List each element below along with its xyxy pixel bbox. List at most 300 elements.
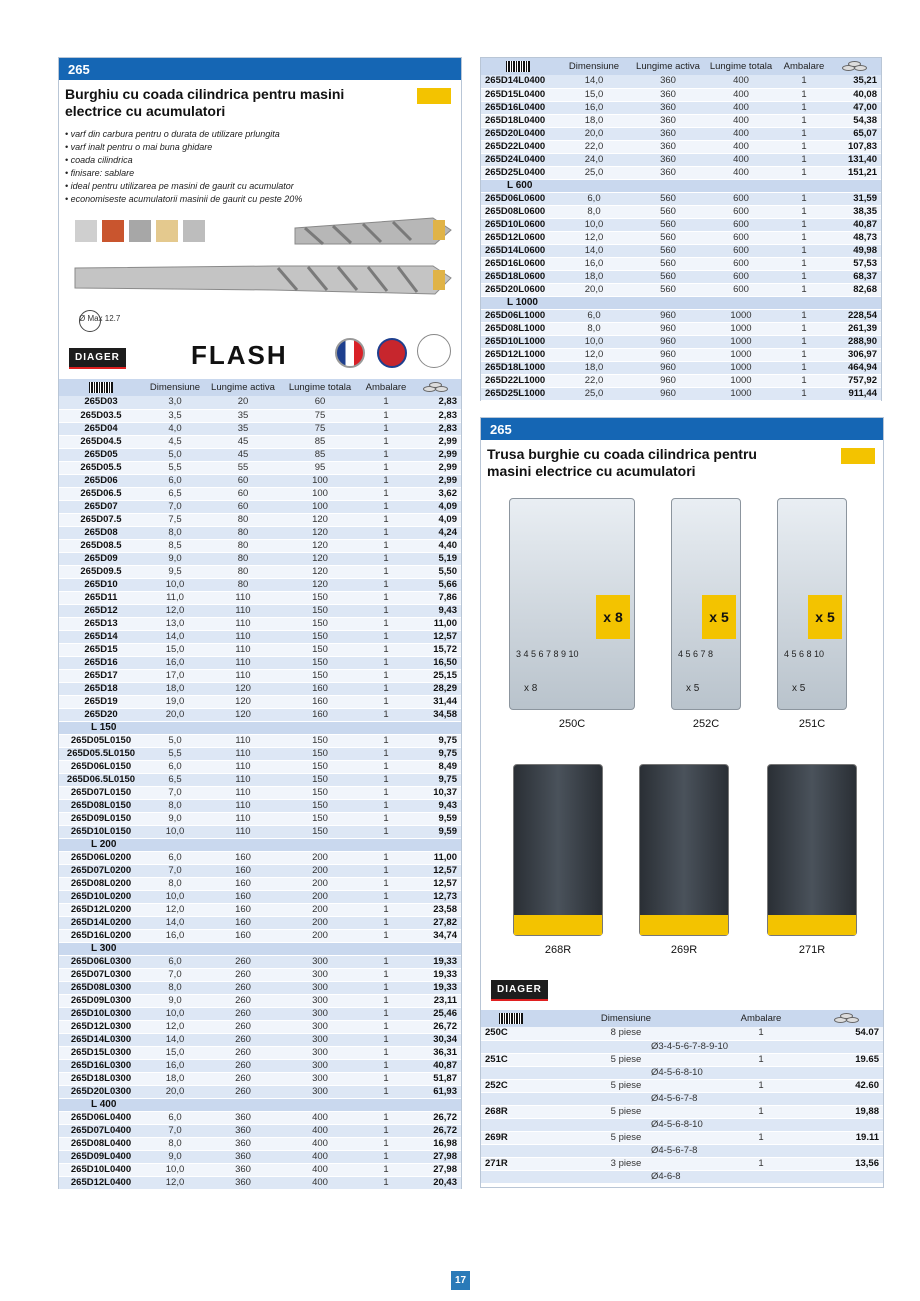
table-row (59, 422, 461, 435)
active-length: 110 (207, 656, 279, 669)
active-length: 260 (207, 994, 279, 1007)
total-length: 1000 (703, 335, 779, 348)
packaging: 1 (779, 322, 829, 335)
product-code: 265D05.5L0150 (59, 747, 143, 760)
table-row (59, 825, 461, 838)
product-code: 265D18L0600 (481, 270, 555, 283)
price: 19,33 (411, 955, 461, 968)
group-row (481, 296, 881, 309)
drill-blister-pack-image (767, 764, 857, 936)
kit-price: 42.60 (811, 1079, 883, 1092)
feature-item: • coada cilindrica (65, 155, 133, 165)
packaging: 1 (361, 1072, 411, 1085)
dimension: 12,0 (143, 604, 207, 617)
kit-price: 54.07 (811, 1027, 883, 1040)
price: 464,94 (829, 361, 881, 374)
total-length: 400 (279, 1124, 361, 1137)
total-length: 150 (279, 591, 361, 604)
price: 82,68 (829, 283, 881, 296)
product-code: 265D25L1000 (481, 387, 555, 400)
product-code: 265D08L0400 (59, 1137, 143, 1150)
spacer (481, 1040, 541, 1053)
packaging: 1 (361, 1150, 411, 1163)
total-length: 150 (279, 643, 361, 656)
group-label: L 150 (59, 721, 461, 734)
table-row (59, 513, 461, 526)
total-length: 85 (279, 435, 361, 448)
kit-sizes-row (481, 1118, 883, 1131)
active-length: 55 (207, 461, 279, 474)
packaging: 1 (779, 231, 829, 244)
price: 19,33 (411, 968, 461, 981)
total-length: 600 (703, 218, 779, 231)
product-code: 265D19 (59, 695, 143, 708)
kit-row (481, 1131, 883, 1144)
spacer (481, 1092, 541, 1105)
price: 23,11 (411, 994, 461, 1007)
packaging: 1 (779, 335, 829, 348)
kit-code: 251C (481, 1053, 541, 1066)
col-active-length: Lungime activa (633, 58, 703, 75)
table-row (481, 387, 881, 400)
table-row (59, 799, 461, 812)
kit-sizes-row (481, 1144, 883, 1157)
product-code: 265D20L0600 (481, 283, 555, 296)
feature-item: • ideal pentru utilizarea pe masini de gaurit cu acumulator (65, 181, 294, 191)
price: 131,40 (829, 153, 881, 166)
active-length: 260 (207, 1046, 279, 1059)
product-code: 265D08.5 (59, 539, 143, 552)
price: 40,87 (411, 1059, 461, 1072)
active-length: 110 (207, 643, 279, 656)
product-code: 265D15L0300 (59, 1046, 143, 1059)
col-total-length: Lungime totala (279, 379, 361, 396)
active-length: 960 (633, 335, 703, 348)
dimension: 6,0 (143, 955, 207, 968)
table-row (481, 88, 881, 101)
dimension: 14,0 (143, 916, 207, 929)
kit-sizes-strip: 3 4 5 6 7 8 9 10 (516, 649, 579, 659)
price: 27,98 (411, 1150, 461, 1163)
blister-yellow-band (768, 915, 856, 935)
price: 2,83 (411, 396, 461, 409)
active-length: 80 (207, 539, 279, 552)
total-length: 120 (279, 513, 361, 526)
total-length: 400 (703, 101, 779, 114)
kit-sizes-row (481, 1092, 883, 1105)
product-code: 265D08L0300 (59, 981, 143, 994)
kit-sizes-strip: 4 5 6 8 10 (784, 649, 825, 659)
kit-count-label: x 8 (524, 683, 538, 694)
table-row (59, 929, 461, 942)
dimension: 16,0 (555, 257, 633, 270)
table-row (481, 127, 881, 140)
dimension: 8,0 (555, 322, 633, 335)
patented-badge-icon (417, 334, 451, 368)
product-code: 265D14L0600 (481, 244, 555, 257)
price: 228,54 (829, 309, 881, 322)
active-length: 160 (207, 890, 279, 903)
barcode-icon (89, 382, 113, 393)
table-row (59, 1111, 461, 1124)
packaging: 1 (779, 270, 829, 283)
col-packaging: Ambalare (361, 379, 411, 396)
price: 16,98 (411, 1137, 461, 1150)
table-row (59, 812, 461, 825)
table-row (59, 539, 461, 552)
total-length: 60 (279, 396, 361, 409)
kit-code-caption: 250C (558, 718, 586, 730)
total-length: 120 (279, 552, 361, 565)
active-length: 560 (633, 270, 703, 283)
table-row (59, 916, 461, 929)
total-length: 400 (703, 127, 779, 140)
price: 47,00 (829, 101, 881, 114)
table-row (59, 773, 461, 786)
dimension: 8,0 (143, 526, 207, 539)
total-length: 160 (279, 695, 361, 708)
product-code: 265D12L0200 (59, 903, 143, 916)
price: 107,83 (829, 140, 881, 153)
product-code: 265D10L0600 (481, 218, 555, 231)
total-length: 120 (279, 526, 361, 539)
dimension: 13,0 (143, 617, 207, 630)
price: 35,21 (829, 75, 881, 88)
product-code: 265D06L0150 (59, 760, 143, 773)
dimension: 15,0 (143, 1046, 207, 1059)
packaging: 1 (361, 994, 411, 1007)
flash-logo: FLASH (191, 340, 288, 370)
packaging: 1 (361, 1033, 411, 1046)
total-length: 600 (703, 270, 779, 283)
product-code: 265D22L0400 (481, 140, 555, 153)
price: 20,43 (411, 1176, 461, 1189)
dimension: 8,5 (143, 539, 207, 552)
product-code: 265D16L0400 (481, 101, 555, 114)
active-length: 35 (207, 409, 279, 422)
price: 54,38 (829, 114, 881, 127)
price: 911,44 (829, 387, 881, 400)
kit-price-table (481, 1010, 883, 1184)
kit-dimension: 5 piese (541, 1105, 711, 1118)
product-code: 265D12L0400 (59, 1176, 143, 1189)
table-row (59, 1020, 461, 1033)
feature-list (59, 120, 461, 206)
drill-blister-pack-image (639, 764, 729, 936)
packaging: 1 (361, 890, 411, 903)
packaging: 1 (361, 1163, 411, 1176)
active-length: 110 (207, 617, 279, 630)
total-length: 200 (279, 877, 361, 890)
kit-count-badge: x 5 (808, 595, 842, 639)
drill-kit-case-image (671, 498, 741, 710)
price: 9,59 (411, 812, 461, 825)
total-length: 100 (279, 487, 361, 500)
right-kit-panel (480, 417, 884, 1188)
table-row (59, 500, 461, 513)
kit-row (481, 1027, 883, 1040)
total-length: 300 (279, 1007, 361, 1020)
price: 31,59 (829, 192, 881, 205)
barcode-header (481, 1010, 541, 1027)
kit-sizes: Ø4-5-6-7-8 (541, 1144, 883, 1157)
blister-yellow-band (640, 915, 728, 935)
product-code: 265D10L0150 (59, 825, 143, 838)
packaging: 1 (361, 734, 411, 747)
group-row (59, 1098, 461, 1111)
table-row (59, 409, 461, 422)
total-length: 120 (279, 565, 361, 578)
dimension: 8,0 (143, 877, 207, 890)
total-length: 1000 (703, 374, 779, 387)
dimension: 6,5 (143, 487, 207, 500)
packaging: 1 (779, 309, 829, 322)
active-length: 360 (207, 1176, 279, 1189)
max-diameter-label: Ø Max 12.7 (79, 314, 121, 323)
table-row (59, 487, 461, 500)
section-header: 265 (59, 58, 461, 80)
table-row (59, 1176, 461, 1189)
active-length: 560 (633, 257, 703, 270)
kit-table-wrap (481, 1010, 883, 1184)
kit-row (481, 1079, 883, 1092)
kit-price: 19.65 (811, 1053, 883, 1066)
blister-yellow-band (514, 915, 602, 935)
product-code: 265D10 (59, 578, 143, 591)
dimension: 19,0 (143, 695, 207, 708)
dimension: 10,0 (143, 825, 207, 838)
feature-item: • varf inalt pentru o mai buna ghidare (65, 142, 213, 152)
packaging: 1 (361, 968, 411, 981)
active-length: 110 (207, 825, 279, 838)
kit-sizes-row (481, 1040, 883, 1053)
product-code: 265D07L0400 (59, 1124, 143, 1137)
packaging: 1 (779, 166, 829, 179)
packaging: 1 (361, 708, 411, 721)
dimension: 5,0 (143, 448, 207, 461)
total-length: 95 (279, 461, 361, 474)
dimension: 5,5 (143, 461, 207, 474)
dimension: 3,5 (143, 409, 207, 422)
price: 15,72 (411, 643, 461, 656)
packaging: 1 (361, 1124, 411, 1137)
total-length: 150 (279, 799, 361, 812)
total-length: 400 (703, 75, 779, 88)
kit-sizes: Ø4-6-8 (541, 1170, 883, 1183)
price: 9,75 (411, 734, 461, 747)
price: 28,29 (411, 682, 461, 695)
dimension: 18,0 (143, 682, 207, 695)
dimension: 12,0 (143, 1020, 207, 1033)
total-length: 400 (703, 166, 779, 179)
active-length: 560 (633, 244, 703, 257)
price: 12,57 (411, 864, 461, 877)
table-row (481, 270, 881, 283)
active-length: 110 (207, 760, 279, 773)
dimension: 16,0 (143, 929, 207, 942)
product-code: 265D03.5 (59, 409, 143, 422)
packaging: 1 (779, 244, 829, 257)
drill-kit-case-image (777, 498, 847, 710)
dimension: 9,0 (143, 812, 207, 825)
price: 27,98 (411, 1163, 461, 1176)
product-code: 265D16L0200 (59, 929, 143, 942)
active-length: 260 (207, 1059, 279, 1072)
price: 2,83 (411, 422, 461, 435)
dimension: 15,0 (143, 643, 207, 656)
total-length: 600 (703, 231, 779, 244)
active-length: 80 (207, 552, 279, 565)
dimension: 16,0 (143, 656, 207, 669)
price: 7,86 (411, 591, 461, 604)
price: 30,34 (411, 1033, 461, 1046)
price: 9,75 (411, 773, 461, 786)
table-row (59, 734, 461, 747)
table-row (481, 335, 881, 348)
packaging: 1 (361, 474, 411, 487)
col-packaging: Ambalare (711, 1010, 811, 1027)
table-row (59, 1059, 461, 1072)
active-length: 260 (207, 981, 279, 994)
table-row (59, 968, 461, 981)
price: 9,43 (411, 604, 461, 617)
active-length: 360 (207, 1163, 279, 1176)
group-label: L 300 (59, 942, 461, 955)
table-row (481, 361, 881, 374)
dimension: 7,0 (143, 1124, 207, 1137)
product-code: 265D18L1000 (481, 361, 555, 374)
kit-dimension: 8 piese (541, 1027, 711, 1040)
table-row (59, 903, 461, 916)
active-length: 110 (207, 799, 279, 812)
product-code: 265D06L0200 (59, 851, 143, 864)
kit-code: 252C (481, 1079, 541, 1092)
dimension: 3,0 (143, 396, 207, 409)
price: 9,75 (411, 747, 461, 760)
total-length: 150 (279, 812, 361, 825)
product-code: 265D25L0400 (481, 166, 555, 179)
kit-price: 19,88 (811, 1105, 883, 1118)
kit-packaging: 1 (711, 1079, 811, 1092)
table-row (59, 461, 461, 474)
table-row (481, 244, 881, 257)
packaging: 1 (779, 205, 829, 218)
packaging: 1 (361, 552, 411, 565)
active-length: 45 (207, 435, 279, 448)
price: 12,57 (411, 877, 461, 890)
packaging: 1 (779, 374, 829, 387)
product-code: 265D06L0400 (59, 1111, 143, 1124)
drill-kit-case-image (509, 498, 635, 710)
table-row (59, 877, 461, 890)
active-length: 110 (207, 786, 279, 799)
product-code: 265D16L0300 (59, 1059, 143, 1072)
dimension: 9,0 (143, 1150, 207, 1163)
kit-count-badge: x 8 (596, 595, 630, 639)
dimension: 10,0 (555, 218, 633, 231)
dimension: 15,0 (555, 88, 633, 101)
packaging: 1 (361, 825, 411, 838)
packaging: 1 (361, 448, 411, 461)
total-length: 400 (703, 153, 779, 166)
price: 3,62 (411, 487, 461, 500)
feature-item: • varf din carbura pentru o durata de utilizare prlungita (65, 129, 280, 139)
packaging: 1 (361, 617, 411, 630)
packaging: 1 (779, 361, 829, 374)
dimension: 9,0 (143, 552, 207, 565)
price: 151,21 (829, 166, 881, 179)
total-length: 300 (279, 1020, 361, 1033)
group-row (59, 721, 461, 734)
kit-dimension: 5 piese (541, 1079, 711, 1092)
product-code: 265D20L0300 (59, 1085, 143, 1098)
dimension: 6,0 (555, 309, 633, 322)
product-code: 265D08L0600 (481, 205, 555, 218)
diager-logo: DIAGER (69, 348, 126, 369)
yellow-marker (841, 448, 875, 464)
table-row (481, 374, 881, 387)
product-code: 265D15 (59, 643, 143, 656)
kit-dimension: 5 piese (541, 1053, 711, 1066)
total-length: 400 (703, 88, 779, 101)
dimension: 7,0 (143, 786, 207, 799)
total-length: 200 (279, 864, 361, 877)
table-row (59, 552, 461, 565)
dimension: 22,0 (555, 374, 633, 387)
price: 19,33 (411, 981, 461, 994)
dimension: 18,0 (555, 114, 633, 127)
price: 51,87 (411, 1072, 461, 1085)
active-length: 160 (207, 903, 279, 916)
packaging: 1 (779, 387, 829, 400)
kit-sizes: Ø3-4-5-6-7-8-9-10 (541, 1040, 883, 1053)
spacer (481, 1170, 541, 1183)
dimension: 10,0 (143, 578, 207, 591)
total-length: 160 (279, 682, 361, 695)
price-header (811, 1010, 883, 1027)
dimension: 8,0 (143, 799, 207, 812)
price: 2,99 (411, 435, 461, 448)
product-code: 265D14L0300 (59, 1033, 143, 1046)
table-row (59, 591, 461, 604)
active-length: 35 (207, 422, 279, 435)
total-length: 400 (703, 114, 779, 127)
packaging: 1 (361, 591, 411, 604)
spacer (481, 1066, 541, 1079)
kit-sizes-row (481, 1170, 883, 1183)
left-table-wrap (59, 379, 461, 1190)
packaging: 1 (779, 75, 829, 88)
price: 11,00 (411, 851, 461, 864)
dimension: 4,5 (143, 435, 207, 448)
packaging: 1 (361, 981, 411, 994)
diager-logo: DIAGER (491, 980, 548, 1001)
yellow-marker (417, 88, 451, 104)
table-row (59, 1150, 461, 1163)
table-row (59, 747, 461, 760)
group-label: L 400 (59, 1098, 461, 1111)
kit-code: 268R (481, 1105, 541, 1118)
active-length: 360 (633, 153, 703, 166)
kit-sizes: Ø4-5-6-8-10 (541, 1118, 883, 1131)
spacer (481, 1118, 541, 1131)
total-length: 400 (279, 1163, 361, 1176)
price: 9,59 (411, 825, 461, 838)
table-row (481, 283, 881, 296)
price: 49,98 (829, 244, 881, 257)
packaging: 1 (361, 864, 411, 877)
kit-sizes: Ø4-5-6-7-8 (541, 1092, 883, 1105)
